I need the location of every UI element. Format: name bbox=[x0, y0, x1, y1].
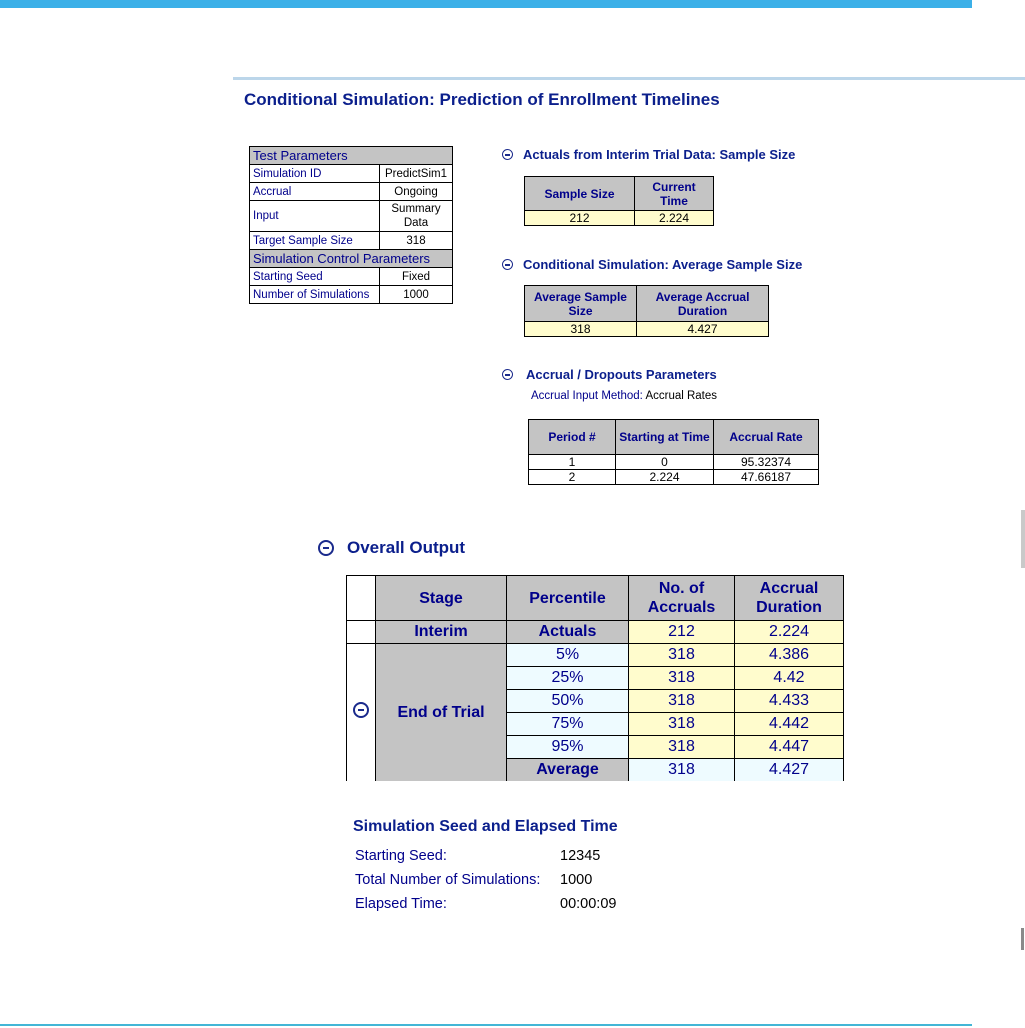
accruals-cell: 318 bbox=[629, 736, 735, 759]
param-value: Fixed bbox=[380, 268, 453, 286]
total-simulations-label: Total Number of Simulations: bbox=[355, 872, 541, 888]
collapse-icon[interactable] bbox=[502, 149, 513, 160]
collapse-icon[interactable] bbox=[353, 702, 369, 718]
column-header: No. of Accruals bbox=[629, 576, 735, 621]
column-header: Starting at Time bbox=[616, 420, 714, 455]
table-cell: 2 bbox=[529, 470, 616, 485]
total-simulations-value: 1000 bbox=[560, 872, 593, 888]
column-header: Sample Size bbox=[525, 177, 635, 211]
overall-output-title: Overall Output bbox=[347, 538, 466, 557]
blank-header bbox=[347, 576, 376, 621]
accruals-cell: 318 bbox=[629, 644, 735, 667]
accruals-cell: 318 bbox=[629, 690, 735, 713]
percentile-cell: 95% bbox=[507, 736, 629, 759]
table-cell: 0 bbox=[616, 455, 714, 470]
percentile-cell: 75% bbox=[507, 713, 629, 736]
right-edge-artifact bbox=[1021, 928, 1024, 950]
param-value: PredictSim1 bbox=[380, 165, 453, 183]
table-row bbox=[250, 165, 453, 183]
title-divider bbox=[233, 77, 1025, 80]
table-row bbox=[529, 470, 819, 485]
param-value: 318 bbox=[380, 232, 453, 250]
accrual-section-header[interactable] bbox=[502, 367, 717, 382]
duration-cell: 4.447 bbox=[735, 736, 844, 759]
param-label: Number of Simulations bbox=[250, 286, 380, 304]
collapse-icon[interactable] bbox=[318, 540, 334, 556]
accrual-method bbox=[531, 390, 717, 402]
actuals-title: Actuals from Interim Trial Data: Sample Size bbox=[523, 147, 796, 162]
param-label: Target Sample Size bbox=[250, 232, 380, 250]
table-cell: 2.224 bbox=[635, 211, 714, 226]
table-row bbox=[525, 322, 769, 337]
page-title: Conditional Simulation: Prediction of Enrollment Timelines bbox=[244, 90, 720, 109]
accrual-method-value: Accrual Rates bbox=[645, 390, 718, 402]
table-row bbox=[347, 621, 844, 644]
column-header: Stage bbox=[376, 576, 507, 621]
overall-output-table bbox=[346, 575, 844, 781]
table-cell bbox=[347, 621, 376, 644]
conditional-table bbox=[524, 285, 769, 337]
expand-cell[interactable] bbox=[347, 644, 376, 782]
table-row bbox=[250, 268, 453, 286]
collapse-icon[interactable] bbox=[502, 369, 513, 380]
accrual-method-label: Accrual Input Method: bbox=[531, 390, 643, 402]
param-value: Summary Data bbox=[380, 201, 453, 232]
stage-cell: Interim bbox=[376, 621, 507, 644]
param-label: Accrual bbox=[250, 183, 380, 201]
actuals-table bbox=[524, 176, 714, 226]
table-cell: 47.66187 bbox=[714, 470, 819, 485]
table-row bbox=[250, 232, 453, 250]
accruals-cell: 318 bbox=[629, 713, 735, 736]
duration-cell: 4.433 bbox=[735, 690, 844, 713]
conditional-section-header[interactable] bbox=[502, 257, 802, 272]
accruals-cell: 318 bbox=[629, 759, 735, 782]
actuals-section-header[interactable] bbox=[502, 147, 795, 162]
column-header: Accrual Rate bbox=[714, 420, 819, 455]
param-label: Input bbox=[250, 201, 380, 232]
column-header: Current Time bbox=[635, 177, 714, 211]
table-cell: 212 bbox=[525, 211, 635, 226]
table-cell: 4.427 bbox=[637, 322, 769, 337]
overall-output-header[interactable] bbox=[318, 538, 465, 558]
seed-section-title: Simulation Seed and Elapsed Time bbox=[353, 818, 618, 835]
table-row bbox=[250, 183, 453, 201]
seed-label: Starting Seed: bbox=[355, 848, 447, 864]
param-label: Starting Seed bbox=[250, 268, 380, 286]
duration-cell: 4.386 bbox=[735, 644, 844, 667]
top-accent-bar bbox=[0, 0, 972, 8]
control-parameters-header: Simulation Control Parameters bbox=[250, 250, 453, 268]
elapsed-time-label: Elapsed Time: bbox=[355, 896, 447, 912]
percentile-cell: Actuals bbox=[507, 621, 629, 644]
percentile-cell: 50% bbox=[507, 690, 629, 713]
accruals-cell: 318 bbox=[629, 667, 735, 690]
test-parameters-header: Test Parameters bbox=[250, 147, 453, 165]
param-value: 1000 bbox=[380, 286, 453, 304]
duration-cell: 2.224 bbox=[735, 621, 844, 644]
table-cell: 318 bbox=[525, 322, 637, 337]
table-row bbox=[529, 455, 819, 470]
table-cell: 95.32374 bbox=[714, 455, 819, 470]
test-parameters-table bbox=[249, 146, 453, 304]
duration-cell: 4.427 bbox=[735, 759, 844, 782]
table-row bbox=[250, 201, 453, 232]
collapse-icon[interactable] bbox=[502, 259, 513, 270]
column-header: Average Accrual Duration bbox=[637, 286, 769, 322]
right-edge-artifact bbox=[1021, 510, 1025, 568]
conditional-title: Conditional Simulation: Average Sample Size bbox=[523, 257, 803, 272]
accrual-title: Accrual / Dropouts Parameters bbox=[526, 367, 717, 382]
seed-value: 12345 bbox=[560, 848, 601, 864]
param-value: Ongoing bbox=[380, 183, 453, 201]
percentile-cell: 25% bbox=[507, 667, 629, 690]
column-header: Period # bbox=[529, 420, 616, 455]
table-row bbox=[347, 644, 844, 667]
table-row bbox=[250, 286, 453, 304]
bottom-divider bbox=[0, 1024, 972, 1026]
accrual-table bbox=[528, 419, 819, 485]
accruals-cell: 212 bbox=[629, 621, 735, 644]
duration-cell: 4.42 bbox=[735, 667, 844, 690]
column-header: Percentile bbox=[507, 576, 629, 621]
percentile-cell: Average bbox=[507, 759, 629, 782]
column-header: Average Sample Size bbox=[525, 286, 637, 322]
column-header: Accrual Duration bbox=[735, 576, 844, 621]
param-label: Simulation ID bbox=[250, 165, 380, 183]
duration-cell: 4.442 bbox=[735, 713, 844, 736]
table-cell: 2.224 bbox=[616, 470, 714, 485]
stage-cell: End of Trial bbox=[376, 644, 507, 782]
percentile-cell: 5% bbox=[507, 644, 629, 667]
elapsed-time-value: 00:00:09 bbox=[560, 896, 617, 912]
table-cell: 1 bbox=[529, 455, 616, 470]
table-row bbox=[525, 211, 714, 226]
